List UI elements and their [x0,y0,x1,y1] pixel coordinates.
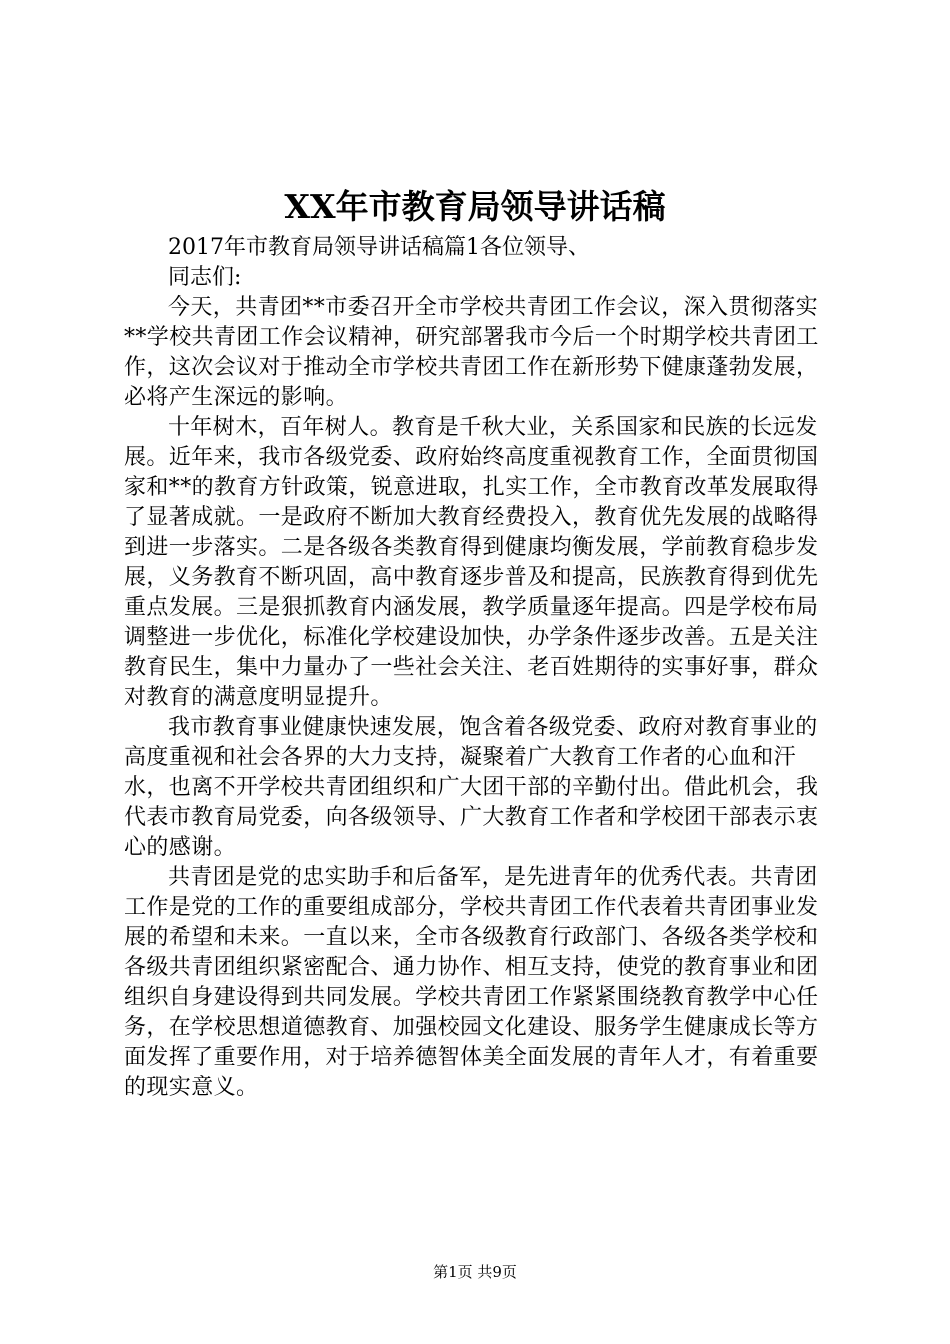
page-footer: 第1页 共9页 [433,1263,517,1281]
paragraph-thanks: 我市教育事业健康快速发展，饱含着各级党委、政府对教育事业的高度重视和社会各界的大力支持，凝聚着广大教育工作者的心血和汗水，也离不开学校共青团组织和广大团干部的辛勤付出。借此机会，我代表市教育局党委，向各级领导、广大教育工作者和学校团干部表示衷心的感谢。 [124,715,819,860]
intro-line-greeting: 同志们: [168,265,242,290]
document-title: XX年市教育局领导讲话稿 [284,187,666,226]
document-body [124,233,828,1103]
paragraph-youth-league: 共青团是党的忠实助手和后备军，是先进青年的优秀代表。共青团工作是党的工作的重要组成部分，学校共青团工作代表着共青团事业发展的希望和未来。一直以来，全市各级教育行政部门、各级各类学校和各级共青团组织紧密配合、通力协作、相互支持，使党的教育事业和团组织自身建设得到共同发展。学校共青团工作紧紧围绕教育教学中心任务，在学校思想道德教育、加强校园文化建设、服务学生健康成长等方面发挥了重要作用，对于培养德智体美全面发展的青年人才，有着重要的现实意义。 [124,865,819,1100]
paragraph-achievements: 十年树木，百年树人。教育是千秋大业，关系国家和民族的长远发展。近年来，我市各级党委、政府始终高度重视教育工作，全面贯彻国家和**的教育方针政策，锐意进取，扎实工作，全市教育改革发展取得了显著成就。一是政府不断加大教育经费投入，教育优先发展的战略得到进一步落实。二是各级各类教育得到健康均衡发展，学前教育稳步发展，义务教育不断巩固，高中教育逐步普及和提高，民族教育得到优先重点发展。三是狠抓教育内涵发展，教学质量逐年提高。四是学校布局调整进一步优化，标准化学校建设加快，办学条件逐步改善。五是关注教育民生，集中力量办了一些社会关注、老百姓期待的实事好事，群众对教育的满意度明显提升。 [124,415,819,710]
intro-line-salutation: 2017年市教育局领导讲话稿篇1各位领导、 [168,235,590,260]
paragraph-opening: 今天，共青团**市委召开全市学校共青团工作会议，深入贯彻落实**学校共青团工作会议精神，研究部署我市今后一个时期学校共青团工作，这次会议对于推动全市学校共青团工作在新形势下健康蓬勃发展，必将产生深远的影响。 [124,295,819,410]
